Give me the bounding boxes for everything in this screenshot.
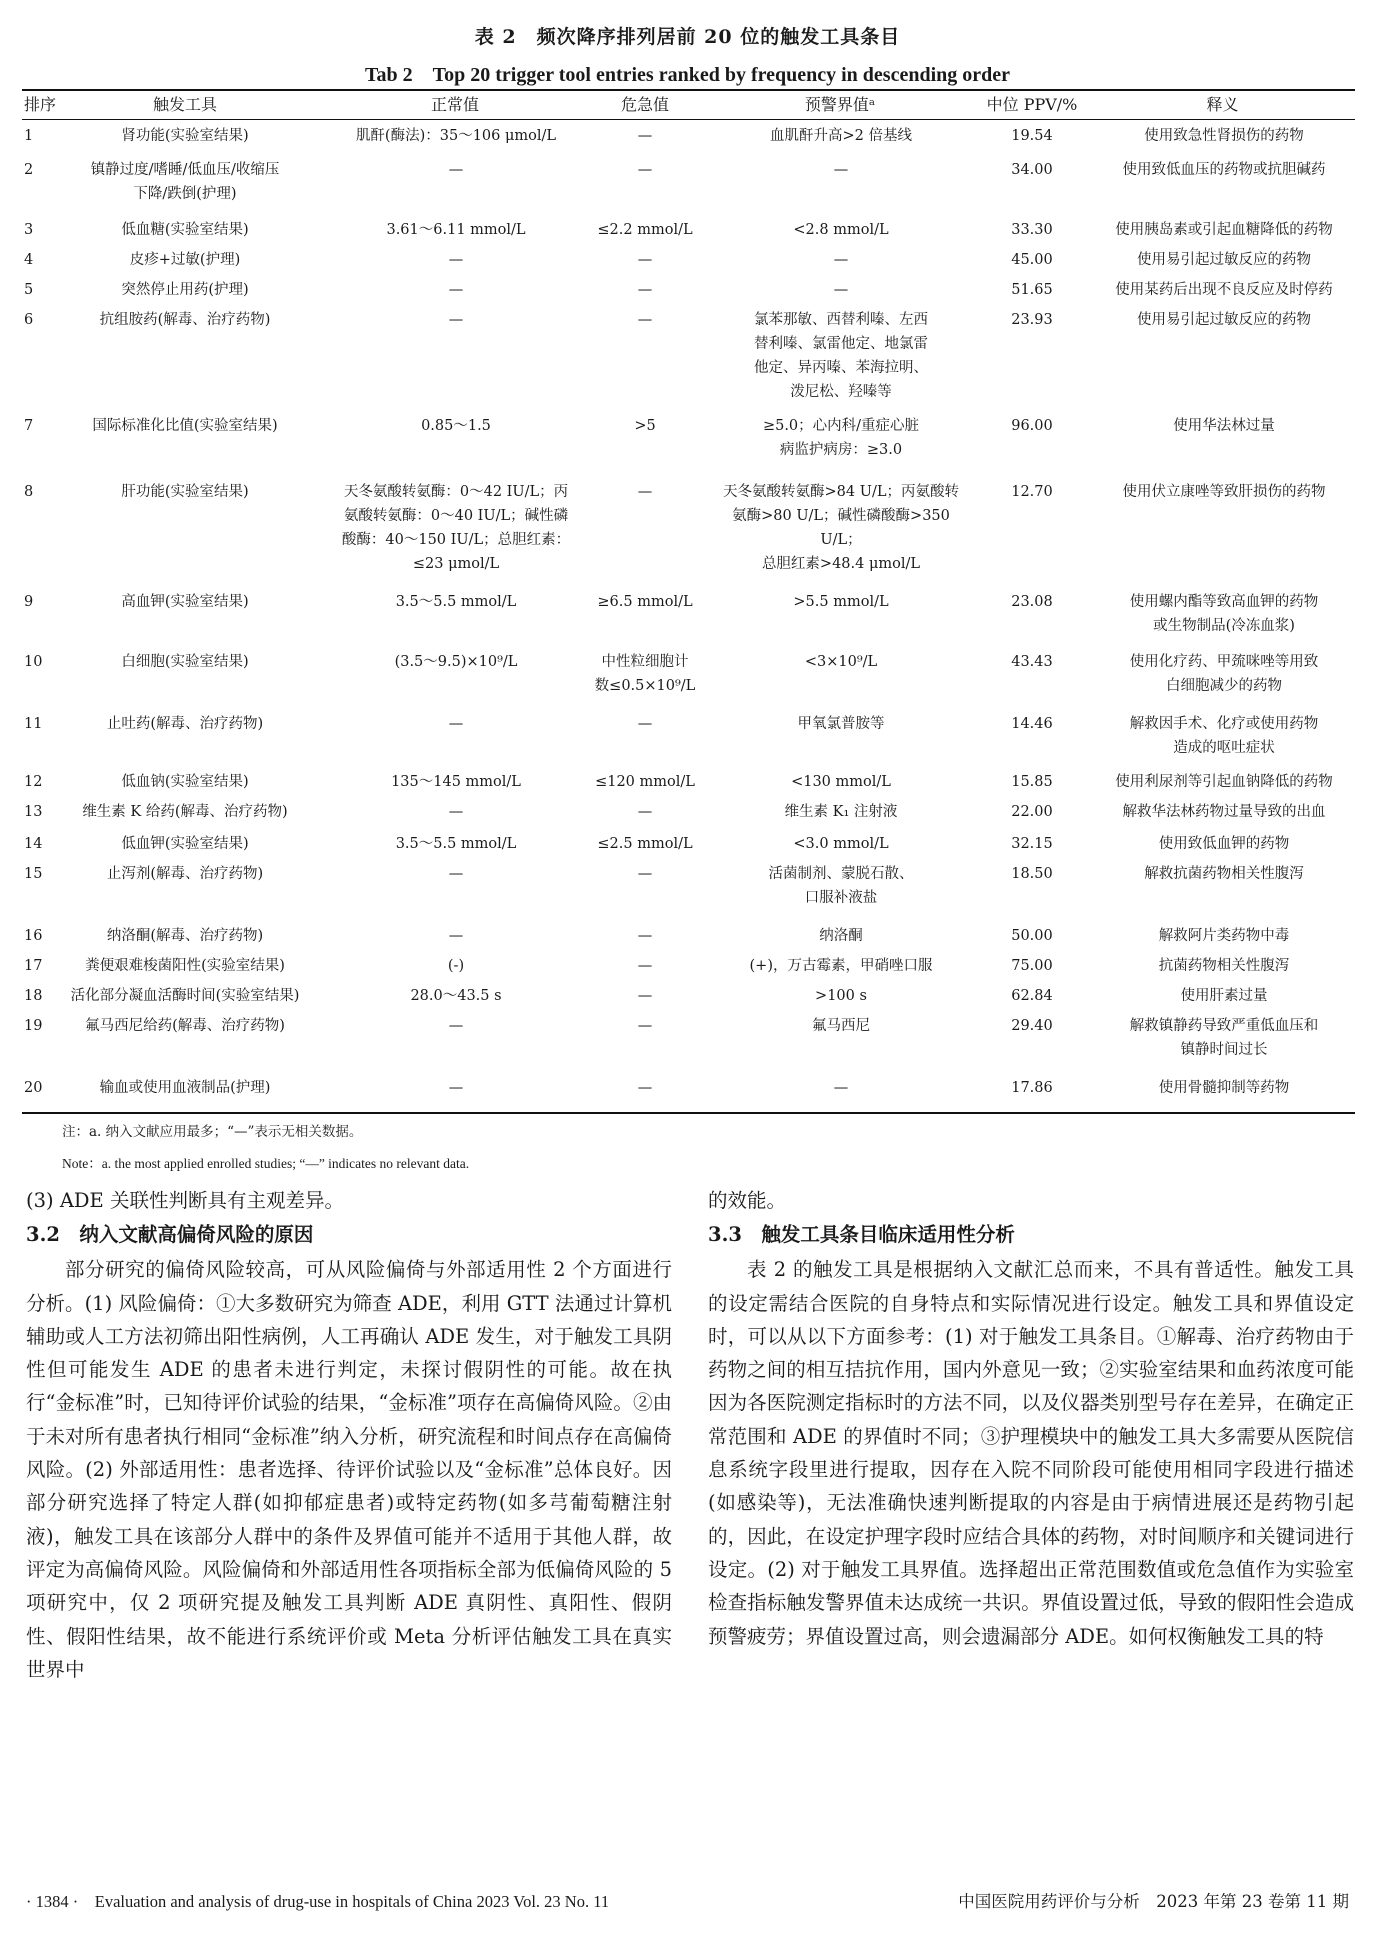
row-interpretation-line: 使用致低血钾的药物: [1158, 836, 1290, 852]
row-interpretation-line: 使用致急性肾损伤的药物: [1144, 128, 1304, 144]
row-critical-value: [575, 308, 715, 332]
row-rank: 12: [24, 774, 43, 790]
section-heading: 3.2 纳入文献高偏倚风险的原因: [26, 1223, 314, 1247]
row-interpretation-line: 使用伏立康唑等致肝损伤的药物: [1122, 484, 1326, 500]
row-warning-threshold-line: —: [833, 252, 849, 268]
row-warning-threshold-line: 甲氧氯普胺等: [797, 716, 885, 732]
row-critical-value: [575, 712, 715, 736]
row-warning-threshold-line: 氨酶>80 U/L；碱性磷酸酶>350 U/L；: [732, 508, 950, 548]
row-critical-value: [575, 414, 715, 438]
row-trigger-tool: [60, 862, 310, 886]
row-trigger-tool-line: 维生素 K 给药(解毒、治疗药物): [82, 804, 288, 820]
row-warning-threshold: [715, 1076, 967, 1100]
row-normal-value-line: —: [448, 928, 464, 944]
row-normal-value: [340, 712, 572, 736]
row-normal-value: [340, 1014, 572, 1038]
row-critical-value: [575, 124, 715, 148]
row-warning-threshold: [715, 924, 967, 948]
row-normal-value-line: 28.0～43.5 s: [410, 988, 502, 1004]
row-warning-threshold: [715, 278, 967, 302]
row-critical-value-line: —: [637, 252, 653, 268]
row-warning-threshold-line: <2.8 mmol/L: [793, 222, 889, 238]
row-interpretation-line: 使用利尿剂等引起血钠降低的药物: [1115, 774, 1333, 790]
row-trigger-tool-line: 镇静过度/嗜睡/低血压/收缩压: [90, 162, 280, 178]
row-normal-value: [340, 248, 572, 272]
row-trigger-tool-line: 抗组胺药(解毒、治疗药物): [99, 312, 271, 328]
row-warning-threshold: [715, 248, 967, 272]
row-trigger-tool-line: 皮疹+过敏(护理): [129, 252, 241, 268]
row-warning-threshold-line: 口服补液盐: [804, 890, 878, 906]
row-median-ppv: 18.50: [1011, 866, 1053, 882]
row-critical-value: [575, 984, 715, 1008]
row-median-ppv: 33.30: [1011, 222, 1053, 238]
row-interpretation-line: 解救阿片类药物中毒: [1158, 928, 1290, 944]
row-interpretation-line: 使用华法林过量: [1173, 418, 1275, 434]
row-trigger-tool: [60, 590, 310, 614]
row-trigger-tool: [60, 1076, 310, 1100]
row-interpretation: [1090, 1076, 1358, 1100]
row-rank: 8: [24, 484, 34, 500]
row-interpretation: [1090, 650, 1358, 698]
header-normal-value: 正常值: [430, 95, 479, 114]
row-warning-threshold-line: —: [833, 1080, 849, 1096]
row-normal-value-line: 3.5～5.5 mmol/L: [395, 594, 517, 610]
row-critical-value-line: —: [637, 928, 653, 944]
row-normal-value: [340, 650, 572, 674]
row-warning-threshold-line: 泼尼松、羟嗪等: [790, 384, 892, 400]
row-normal-value: [340, 218, 572, 242]
row-warning-threshold-line: —: [833, 282, 849, 298]
row-interpretation: [1090, 124, 1358, 148]
row-trigger-tool-line: 低血糖(实验室结果): [121, 222, 249, 238]
row-median-ppv: 62.84: [1011, 988, 1053, 1004]
row-rank: 15: [24, 866, 43, 882]
row-warning-threshold-line: —: [833, 162, 849, 178]
row-critical-value-line: —: [637, 312, 653, 328]
row-interpretation: [1090, 770, 1358, 794]
row-trigger-tool: [60, 832, 310, 856]
table-caption-en: Tab 2 Top 20 trigger tool entries ranked by frequency in descending order: [364, 64, 1011, 86]
row-warning-threshold: [715, 770, 967, 794]
row-interpretation-line: 解救华法林药物过量导致的出血: [1122, 804, 1326, 820]
row-interpretation: [1090, 414, 1358, 438]
row-median-ppv: 23.08: [1011, 594, 1053, 610]
row-median-ppv: 17.86: [1011, 1080, 1053, 1096]
row-trigger-tool: [60, 650, 310, 674]
row-trigger-tool-line: 低血钾(实验室结果): [121, 836, 249, 852]
row-critical-value: [575, 954, 715, 978]
row-interpretation-line: 使用易引起过敏反应的药物: [1137, 252, 1311, 268]
row-median-ppv: 50.00: [1011, 928, 1053, 944]
header-median-ppv: 中位 PPV/%: [986, 95, 1078, 114]
row-critical-value: [575, 832, 715, 856]
row-warning-threshold-line: 纳洛酮: [819, 928, 863, 944]
row-critical-value: [575, 248, 715, 272]
row-normal-value: [340, 1076, 572, 1100]
row-critical-value: [575, 218, 715, 242]
row-trigger-tool: [60, 984, 310, 1008]
row-critical-value: [575, 924, 715, 948]
row-critical-value-line: —: [637, 128, 653, 144]
row-warning-threshold-line: <130 mmol/L: [791, 774, 891, 790]
row-warning-threshold: [715, 650, 967, 674]
row-interpretation-line: 使用骨髓抑制等药物: [1158, 1080, 1290, 1096]
row-rank: 5: [24, 282, 34, 298]
row-warning-threshold-line: (+)，万古霉素，甲硝唑口服: [749, 958, 933, 974]
row-rank: 2: [24, 162, 34, 178]
row-warning-threshold: [715, 832, 967, 856]
row-trigger-tool: [60, 480, 310, 504]
row-median-ppv: 45.00: [1011, 252, 1053, 268]
row-interpretation-line: 白细胞减少的药物: [1166, 678, 1282, 694]
row-trigger-tool: [60, 218, 310, 242]
row-warning-threshold: [715, 414, 967, 462]
row-trigger-tool-line: 纳洛酮(解毒、治疗药物): [106, 928, 264, 944]
row-critical-value: [575, 1076, 715, 1100]
row-warning-threshold: [715, 218, 967, 242]
row-rank: 7: [24, 418, 34, 434]
row-trigger-tool-line: 高血钾(实验室结果): [121, 594, 249, 610]
table-top-rule: [22, 89, 1355, 91]
row-interpretation-line: 使用螺内酯等致高血钾的药物: [1129, 594, 1319, 610]
row-critical-value-line: —: [637, 988, 653, 1004]
row-critical-value-line: —: [637, 484, 653, 500]
row-interpretation-line: 镇静时间过长: [1180, 1042, 1268, 1058]
row-trigger-tool: [60, 770, 310, 794]
row-interpretation-line: 解救因手术、化疗或使用药物: [1129, 716, 1319, 732]
header-rank: 排序: [24, 95, 57, 114]
row-normal-value: [340, 590, 572, 614]
row-interpretation: [1090, 800, 1358, 824]
row-trigger-tool-line: 白细胞(实验室结果): [121, 654, 249, 670]
row-warning-threshold-line: 血肌酐升高>2 倍基线: [770, 128, 912, 144]
header-trigger-tool: 触发工具: [152, 95, 217, 114]
section-heading: 3.3 触发工具条目临床适用性分析: [708, 1223, 1015, 1247]
row-critical-value-line: —: [637, 866, 653, 882]
row-trigger-tool-line: 止吐药(解毒、治疗药物): [106, 716, 264, 732]
row-normal-value: [340, 800, 572, 824]
row-normal-value-line: 0.85～1.5: [421, 418, 491, 434]
row-normal-value-line: 肌酐(酶法)：35～106 μmol/L: [355, 128, 557, 144]
row-critical-value-line: —: [637, 716, 653, 732]
footer-left: · 1384 · Evaluation and analysis of drug-use in hospitals of China 2023 Vol. 23 No. 11: [26, 1892, 610, 1911]
row-warning-threshold-line: 天冬氨酸转氨酶>84 U/L；丙氨酸转: [723, 484, 959, 500]
paragraph: 部分研究的偏倚风险较高，可从风险偏倚与外部适用性 2 个方面进行分析。(1) 风险偏倚：①大多数研究为筛查 ADE，利用 GTT 法通过计算机辅助或人工方法初筛出阳性病例，人工再确认 ADE 发生，对于触发工具阴性但可能发生 ADE 的患者未进行判定，未探讨假阴性的可能。故在执行“金标准”时，已知待评价试验的结果，“金标准”项存在高偏倚风险。②由于未对所有患者执行相同“金标准”纳入分析，研究流程和时间点存在高偏倚风险。(2) 外部适用性：患者选择、待评价试验以及“金标准”总体良好。因部分研究选择了特定人群(如抑郁症患者)或特定药物(如多芎葡萄糖注射液)，触发工具在该部分人群中的条件及界值可能并不适用于其他人群，故评定为高偏倚风险。风险偏倚和外部适用性各项指标全部为低偏倚风险的 5 项研究中，仅 2 项研究提及触发工具判断 ADE 真阴性、真阳性、假阴性、假阳性结果，故不能进行系统评价或 Meta 分析评估触发工具在真实世界中: [26, 1258, 672, 1681]
header-warning-threshold: 预警界值ᵃ: [804, 95, 876, 114]
body-column-right: [708, 1184, 1354, 1653]
row-trigger-tool-line: 下降/跌倒(护理): [133, 186, 237, 202]
row-warning-threshold-line: 活菌制剂、蒙脱石散、: [768, 866, 914, 882]
row-warning-threshold: [715, 984, 967, 1008]
row-median-ppv: 29.40: [1011, 1018, 1053, 1034]
row-critical-value-line: ≤120 mmol/L: [595, 774, 695, 790]
footer-right: 中国医院用药评价与分析 2023 年第 23 卷第 11 期: [958, 1892, 1349, 1911]
row-median-ppv: 19.54: [1011, 128, 1053, 144]
row-interpretation-line: 使用化疗药、甲巯咪唑等用致: [1129, 654, 1319, 670]
row-normal-value: [340, 924, 572, 948]
row-median-ppv: 23.93: [1011, 312, 1053, 328]
paragraph: (3) ADE 关联性判断具有主观差异。: [26, 1189, 344, 1212]
row-normal-value: [340, 480, 572, 576]
row-rank: 14: [24, 836, 43, 852]
row-critical-value: [575, 1014, 715, 1038]
row-trigger-tool: [60, 954, 310, 978]
row-warning-threshold-line: 总胆红素>48.4 μmol/L: [761, 556, 921, 572]
row-interpretation: [1090, 278, 1358, 302]
row-trigger-tool-line: 氟马西尼给药(解毒、治疗药物): [85, 1018, 285, 1034]
row-interpretation-line: 或生物制品(冷冻血浆): [1153, 618, 1295, 634]
row-warning-threshold-line: 替利嗪、氯雷他定、地氯雷: [754, 336, 928, 352]
row-normal-value-line: (-): [447, 958, 465, 974]
row-warning-threshold-line: 病监护病房：≥3.0: [779, 442, 903, 458]
row-trigger-tool-line: 国际标准化比值(实验室结果): [92, 418, 278, 434]
row-interpretation: [1090, 984, 1358, 1008]
row-normal-value: [340, 984, 572, 1008]
row-interpretation: [1090, 862, 1358, 886]
table-header-rule: [22, 119, 1355, 120]
row-interpretation: [1090, 218, 1358, 242]
row-warning-threshold-line: >100 s: [815, 988, 867, 1004]
row-trigger-tool: [60, 308, 310, 332]
row-warning-threshold-line: >5.5 mmol/L: [793, 594, 889, 610]
row-normal-value-line: 135～145 mmol/L: [391, 774, 521, 790]
row-trigger-tool-line: 活化部分凝血活酶时间(实验室结果): [70, 988, 300, 1004]
row-normal-value: [340, 770, 572, 794]
row-interpretation: [1090, 480, 1358, 504]
row-rank: 4: [24, 252, 34, 268]
row-normal-value-line: 3.61～6.11 mmol/L: [386, 222, 526, 238]
row-critical-value-line: 数≤0.5×10⁹/L: [594, 678, 696, 694]
row-warning-threshold: [715, 954, 967, 978]
row-rank: 17: [24, 958, 43, 974]
row-trigger-tool: [60, 124, 310, 148]
row-trigger-tool: [60, 800, 310, 824]
row-normal-value: [340, 954, 572, 978]
row-interpretation-line: 解救抗菌药物相关性腹泻: [1144, 866, 1304, 882]
row-rank: 18: [24, 988, 43, 1004]
row-critical-value: [575, 650, 715, 698]
row-warning-threshold: [715, 1014, 967, 1038]
row-normal-value: [340, 308, 572, 332]
row-rank: 16: [24, 928, 43, 944]
row-critical-value-line: ≥6.5 mmol/L: [597, 594, 693, 610]
row-normal-value: [340, 832, 572, 856]
table-caption-cn: 表 2 频次降序排列居前 20 位的触发工具条目: [474, 26, 901, 48]
row-normal-value: [340, 414, 572, 438]
row-interpretation-line: 使用致低血压的药物或抗胆碱药: [1122, 162, 1326, 178]
row-normal-value-line: ≤23 μmol/L: [412, 556, 500, 572]
row-trigger-tool: [60, 158, 310, 206]
row-rank: 6: [24, 312, 34, 328]
row-median-ppv: 75.00: [1011, 958, 1053, 974]
row-median-ppv: 14.46: [1011, 716, 1053, 732]
row-warning-threshold-line: 维生素 K₁ 注射液: [784, 804, 898, 820]
row-trigger-tool-line: 突然停止用药(护理): [121, 282, 249, 298]
row-critical-value: [575, 770, 715, 794]
row-median-ppv: 34.00: [1011, 162, 1053, 178]
row-critical-value-line: ≤2.5 mmol/L: [597, 836, 693, 852]
header-interpretation: 释义: [1206, 95, 1239, 114]
row-interpretation-line: 造成的呕吐症状: [1173, 740, 1275, 756]
row-critical-value: [575, 862, 715, 886]
row-warning-threshold-line: <3×10⁹/L: [804, 654, 878, 670]
row-normal-value-line: 3.5～5.5 mmol/L: [395, 836, 517, 852]
header-critical-value: 危急值: [620, 95, 669, 114]
row-median-ppv: 15.85: [1011, 774, 1053, 790]
row-normal-value-line: —: [448, 162, 464, 178]
row-warning-threshold-line: ≥5.0；心内科/重症心脏: [762, 418, 920, 434]
row-warning-threshold-line: 氟马西尼: [812, 1018, 870, 1034]
row-rank: 9: [24, 594, 34, 610]
row-warning-threshold: [715, 158, 967, 182]
row-median-ppv: 43.43: [1011, 654, 1053, 670]
row-trigger-tool: [60, 924, 310, 948]
row-rank: 11: [24, 716, 43, 732]
row-critical-value-line: >5: [634, 418, 656, 434]
row-warning-threshold: [715, 862, 967, 910]
row-median-ppv: 32.15: [1011, 836, 1053, 852]
row-normal-value-line: 酸酶：40～150 IU/L；总胆红素：: [341, 532, 571, 548]
body-column-left: [26, 1184, 672, 1686]
table-note-en: Note：a. the most applied enrolled studies; “—” indicates no relevant data.: [62, 1156, 470, 1171]
row-trigger-tool: [60, 248, 310, 272]
row-median-ppv: 96.00: [1011, 418, 1053, 434]
row-trigger-tool: [60, 414, 310, 438]
row-normal-value-line: —: [448, 1018, 464, 1034]
row-critical-value-line: —: [637, 1080, 653, 1096]
row-rank: 13: [24, 804, 43, 820]
row-critical-value: [575, 158, 715, 182]
row-critical-value: [575, 800, 715, 824]
row-normal-value-line: 氨酸转氨酶：0～40 IU/L；碱性磷: [343, 508, 569, 524]
row-trigger-tool: [60, 712, 310, 736]
row-warning-threshold: [715, 800, 967, 824]
row-rank: 3: [24, 222, 34, 238]
row-normal-value-line: —: [448, 1080, 464, 1096]
row-critical-value-line: ≤2.2 mmol/L: [597, 222, 693, 238]
row-warning-threshold: [715, 308, 967, 404]
row-interpretation-line: 使用肝素过量: [1180, 988, 1268, 1004]
row-interpretation: [1090, 832, 1358, 856]
row-normal-value-line: 天冬氨酸转氨酶：0～42 IU/L；丙: [343, 484, 569, 500]
row-critical-value-line: 中性粒细胞计: [601, 654, 689, 670]
row-interpretation: [1090, 158, 1358, 182]
row-normal-value-line: —: [448, 716, 464, 732]
row-warning-threshold-line: 氯苯那敏、西替利嗪、左西: [754, 312, 928, 328]
row-interpretation: [1090, 712, 1358, 760]
row-normal-value: [340, 278, 572, 302]
row-warning-threshold: [715, 712, 967, 736]
row-interpretation: [1090, 954, 1358, 978]
row-median-ppv: 22.00: [1011, 804, 1053, 820]
table-note-cn: 注：a. 纳入文献应用最多；“—”表示无相关数据。: [62, 1124, 363, 1140]
row-interpretation: [1090, 924, 1358, 948]
row-rank: 1: [24, 128, 34, 144]
row-interpretation: [1090, 1014, 1358, 1062]
row-normal-value-line: —: [448, 312, 464, 328]
row-interpretation-line: 抗菌药物相关性腹泻: [1158, 958, 1290, 974]
paragraph: 表 2 的触发工具是根据纳入文献汇总而来，不具有普适性。触发工具的设定需结合医院的自身特点和实际情况进行设定。触发工具和界值设定时，可以从以下方面参考：(1) 对于触发工具条目。①解毒、治疗药物由于药物之间的相互拮抗作用，国内外意见一致；②实验室结果和血药浓度可能因为各医院测定指标时的方法不同，以及仪器类别型号存在差异，在确定正常范围和 ADE 的界值时不同；③护理模块中的触发工具大多需要从医院信息系统字段里进行提取，因存在入院不同阶段可能使用相同字段进行描述(如感染等)，无法准确快速判断提取的内容是由于病情进展还是药物引起的，因此，在设定护理字段时应结合具体的药物，对时间顺序和关键词进行设定。(2) 对于触发工具界值。选择超出正常范围数值或危急值作为实验室检查指标触发警界值未达成统一共识。界值设置过低，导致的假阳性会造成预警疲劳；界值设置过高，则会遗漏部分 ADE。如何权衡触发工具的特: [708, 1258, 1354, 1648]
row-trigger-tool: [60, 278, 310, 302]
row-interpretation: [1090, 308, 1358, 332]
row-interpretation: [1090, 248, 1358, 272]
row-trigger-tool-line: 粪便艰难梭菌阳性(实验室结果): [85, 958, 285, 974]
row-median-ppv: 12.70: [1011, 484, 1053, 500]
row-rank: 10: [24, 654, 43, 670]
row-trigger-tool-line: 肾功能(实验室结果): [121, 128, 249, 144]
row-normal-value-line: (3.5～9.5)×10⁹/L: [394, 654, 518, 670]
row-critical-value-line: —: [637, 162, 653, 178]
row-interpretation-line: 使用易引起过敏反应的药物: [1137, 312, 1311, 328]
row-critical-value: [575, 480, 715, 504]
row-trigger-tool-line: 止泻剂(解毒、治疗药物): [106, 866, 264, 882]
row-interpretation-line: 使用胰岛素或引起血糖降低的药物: [1115, 222, 1333, 238]
row-median-ppv: 51.65: [1011, 282, 1053, 298]
row-interpretation: [1090, 590, 1358, 638]
table-bottom-rule: [22, 1112, 1355, 1114]
row-interpretation-line: 解救镇静药导致严重低血压和: [1129, 1018, 1319, 1034]
row-critical-value-line: —: [637, 1018, 653, 1034]
row-warning-threshold: [715, 590, 967, 614]
row-critical-value-line: —: [637, 958, 653, 974]
row-warning-threshold-line: 他定、异丙嗪、苯海拉明、: [754, 360, 928, 376]
row-critical-value-line: —: [637, 282, 653, 298]
row-critical-value: [575, 278, 715, 302]
row-rank: 20: [24, 1080, 43, 1096]
row-rank: 19: [24, 1018, 43, 1034]
row-interpretation-line: 使用某药后出现不良反应及时停药: [1115, 282, 1333, 298]
row-normal-value: [340, 862, 572, 886]
row-trigger-tool: [60, 1014, 310, 1038]
row-warning-threshold-line: <3.0 mmol/L: [793, 836, 889, 852]
row-normal-value-line: —: [448, 252, 464, 268]
row-warning-threshold: [715, 480, 967, 576]
row-warning-threshold: [715, 124, 967, 148]
row-normal-value: [340, 158, 572, 182]
row-critical-value: [575, 590, 715, 614]
row-normal-value-line: —: [448, 866, 464, 882]
paragraph: 的效能。: [708, 1189, 787, 1212]
row-critical-value-line: —: [637, 804, 653, 820]
row-normal-value-line: —: [448, 804, 464, 820]
row-normal-value-line: —: [448, 282, 464, 298]
row-normal-value: [340, 124, 572, 148]
row-trigger-tool-line: 肝功能(实验室结果): [121, 484, 249, 500]
row-trigger-tool-line: 低血钠(实验室结果): [121, 774, 249, 790]
row-trigger-tool-line: 输血或使用血液制品(护理): [99, 1080, 271, 1096]
